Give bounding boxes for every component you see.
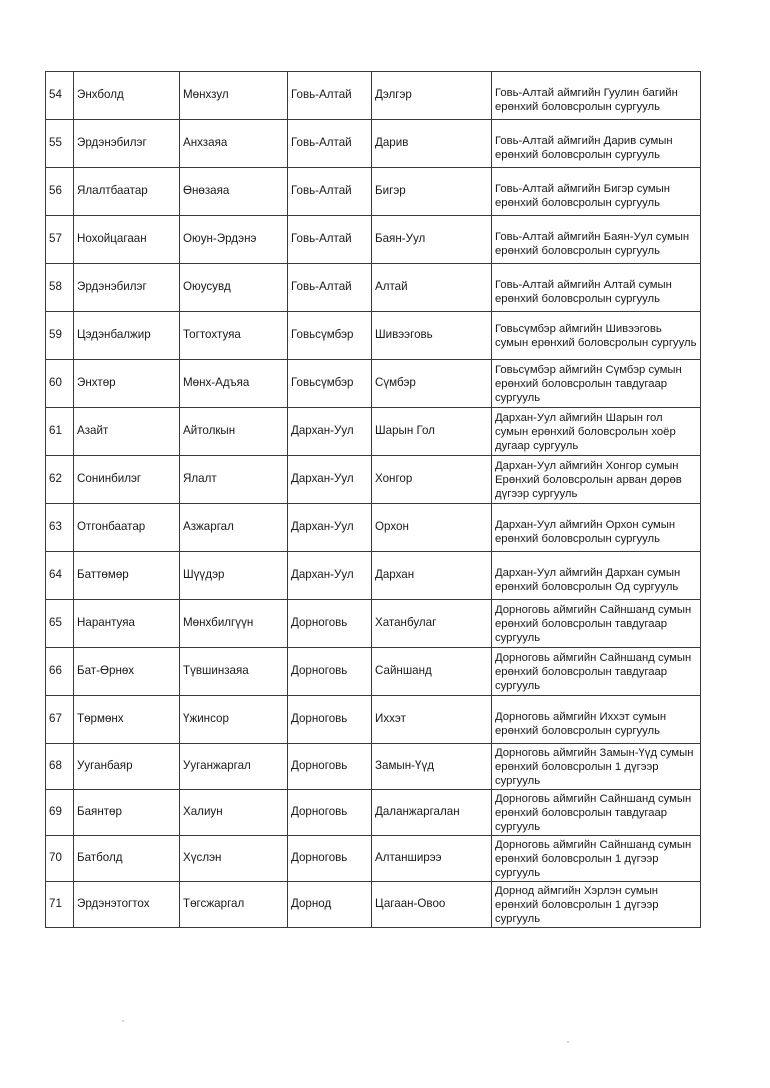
table-row — [46, 836, 701, 882]
aimag-cell: Дорноговь — [288, 600, 372, 648]
sum-cell: Баян-Уул — [372, 216, 492, 264]
sum-cell: Бигэр — [372, 168, 492, 216]
aimag-cell: Дорноговь — [288, 648, 372, 696]
scan-speck — [122, 1020, 124, 1022]
surname-cell: Отгонбаатар — [74, 504, 180, 552]
surname-cell: Энхболд — [74, 72, 180, 120]
given-name-cell: Төгсжаргал — [180, 882, 288, 928]
surname-cell: Төрмөнх — [74, 696, 180, 744]
surname-cell: Бат-Өрнөх — [74, 648, 180, 696]
row-number-cell: 66 — [46, 648, 74, 696]
given-name-cell: Анхзаяа — [180, 120, 288, 168]
row-number-cell: 64 — [46, 552, 74, 600]
table-row — [46, 648, 701, 696]
table-row — [46, 552, 701, 600]
table-row — [46, 216, 701, 264]
row-number-cell: 71 — [46, 882, 74, 928]
school-cell: Говь-Алтай аймгийн Алтай сумын ерөнхий боловсролын сургууль — [492, 264, 701, 312]
row-number-cell: 60 — [46, 360, 74, 408]
table-row — [46, 790, 701, 836]
sum-cell: Дарив — [372, 120, 492, 168]
school-cell: Дорнод аймгийн Хэрлэн сумын ерөнхий боловсролын 1 дүгээр сургууль — [492, 882, 701, 928]
aimag-cell: Говь-Алтай — [288, 120, 372, 168]
sum-cell: Дэлгэр — [372, 72, 492, 120]
sum-cell: Алтай — [372, 264, 492, 312]
given-name-cell: Халиун — [180, 790, 288, 836]
row-number-cell: 65 — [46, 600, 74, 648]
school-cell: Дорноговь аймгийн Сайншанд сумын ерөнхий боловсролын тавдугаар сургууль — [492, 648, 701, 696]
aimag-cell: Дорноговь — [288, 790, 372, 836]
given-name-cell: Оюусувд — [180, 264, 288, 312]
given-name-cell: Мөнх-Адъяа — [180, 360, 288, 408]
aimag-cell: Говь-Алтай — [288, 72, 372, 120]
school-cell: Дорноговь аймгийн Иххэт сумын ерөнхий боловсролын сургууль — [492, 696, 701, 744]
table-row — [46, 168, 701, 216]
sum-cell: Шарын Гол — [372, 408, 492, 456]
given-name-cell: Үжинсор — [180, 696, 288, 744]
given-name-cell: Хүслэн — [180, 836, 288, 882]
table-row — [46, 504, 701, 552]
given-name-cell: Оюун-Эрдэнэ — [180, 216, 288, 264]
aimag-cell: Говь-Алтай — [288, 168, 372, 216]
sum-cell: Алтанширээ — [372, 836, 492, 882]
aimag-cell: Дархан-Уул — [288, 552, 372, 600]
aimag-cell: Дорнод — [288, 882, 372, 928]
school-cell: Дархан-Уул аймгийн Орхон сумын ерөнхий боловсролын сургууль — [492, 504, 701, 552]
school-cell: Дорноговь аймгийн Замын-Үүд сумын ерөнхий боловсролын 1 дүгээр сургууль — [492, 744, 701, 790]
table-body — [46, 72, 701, 928]
row-number-cell: 61 — [46, 408, 74, 456]
surname-cell: Нохойцагаан — [74, 216, 180, 264]
table-row — [46, 600, 701, 648]
table-row — [46, 360, 701, 408]
aimag-cell: Говьсүмбэр — [288, 360, 372, 408]
row-number-cell: 69 — [46, 790, 74, 836]
school-cell: Говь-Алтай аймгийн Гуулин багийн ерөнхий боловсролын сургууль — [492, 72, 701, 120]
surname-cell: Сонинбилэг — [74, 456, 180, 504]
row-number-cell: 63 — [46, 504, 74, 552]
given-name-cell: Ууганжаргал — [180, 744, 288, 790]
sum-cell: Дархан — [372, 552, 492, 600]
sum-cell: Шивээговь — [372, 312, 492, 360]
surname-cell: Эрдэнэтогтох — [74, 882, 180, 928]
row-number-cell: 58 — [46, 264, 74, 312]
row-number-cell: 62 — [46, 456, 74, 504]
table-row — [46, 312, 701, 360]
given-name-cell: Шүүдэр — [180, 552, 288, 600]
school-cell: Дархан-Уул аймгийн Дархан сумын ерөнхий боловсролын Од сургууль — [492, 552, 701, 600]
row-number-cell: 54 — [46, 72, 74, 120]
given-name-cell: Түвшинзаяа — [180, 648, 288, 696]
row-number-cell: 56 — [46, 168, 74, 216]
table-row — [46, 882, 701, 928]
surname-cell: Эрдэнэбилэг — [74, 264, 180, 312]
aimag-cell: Дархан-Уул — [288, 408, 372, 456]
school-cell: Дархан-Уул аймгийн Шарын гол сумын ерөнхий боловсролын хоёр дугаар сургууль — [492, 408, 701, 456]
school-cell: Дорноговь аймгийн Сайншанд сумын ерөнхий боловсролын тавдугаар сургууль — [492, 600, 701, 648]
aimag-cell: Дорноговь — [288, 744, 372, 790]
given-name-cell: Өнөзаяа — [180, 168, 288, 216]
row-number-cell: 70 — [46, 836, 74, 882]
aimag-cell: Говь-Алтай — [288, 264, 372, 312]
school-cell: Дархан-Уул аймгийн Хонгор сумын Ерөнхий боловсролын арван дөрөв дүгээр сургууль — [492, 456, 701, 504]
surname-cell: Эрдэнэбилэг — [74, 120, 180, 168]
school-cell: Дорноговь аймгийн Сайншанд сумын ерөнхий боловсролын тавдугаар сургууль — [492, 790, 701, 836]
given-name-cell: Азжаргал — [180, 504, 288, 552]
surname-cell: Ууганбаяр — [74, 744, 180, 790]
row-number-cell: 68 — [46, 744, 74, 790]
surname-cell: Батболд — [74, 836, 180, 882]
table-row — [46, 456, 701, 504]
sum-cell: Орхон — [372, 504, 492, 552]
sum-cell: Хонгор — [372, 456, 492, 504]
given-name-cell: Мөнхбилгүүн — [180, 600, 288, 648]
sum-cell: Хатанбулаг — [372, 600, 492, 648]
surname-cell: Ялалтбаатар — [74, 168, 180, 216]
row-number-cell: 67 — [46, 696, 74, 744]
school-cell: Говьсүмбэр аймгийн Шивээговь сумын ерөнхий боловсролын сургууль — [492, 312, 701, 360]
sum-cell: Сүмбэр — [372, 360, 492, 408]
row-number-cell: 55 — [46, 120, 74, 168]
aimag-cell: Дархан-Уул — [288, 456, 372, 504]
table-row — [46, 120, 701, 168]
sum-cell: Даланжаргалан — [372, 790, 492, 836]
school-cell: Дорноговь аймгийн Сайншанд сумын ерөнхий боловсролын 1 дүгээр сургууль — [492, 836, 701, 882]
surname-cell: Азайт — [74, 408, 180, 456]
scan-speck — [567, 1041, 569, 1043]
school-cell: Говь-Алтай аймгийн Дарив сумын ерөнхий боловсролын сургууль — [492, 120, 701, 168]
aimag-cell: Дархан-Уул — [288, 504, 372, 552]
aimag-cell: Говь-Алтай — [288, 216, 372, 264]
surname-cell: Нарантуяа — [74, 600, 180, 648]
given-name-cell: Айтолкын — [180, 408, 288, 456]
surname-cell: Цэдэнбалжир — [74, 312, 180, 360]
table-row — [46, 72, 701, 120]
table-row — [46, 744, 701, 790]
row-number-cell: 57 — [46, 216, 74, 264]
surname-cell: Баттөмөр — [74, 552, 180, 600]
given-name-cell: Мөнхзул — [180, 72, 288, 120]
school-cell: Говь-Алтай аймгийн Бигэр сумын ерөнхий боловсролын сургууль — [492, 168, 701, 216]
given-name-cell: Ялалт — [180, 456, 288, 504]
school-cell: Говьсүмбэр аймгийн Сүмбэр сумын ерөнхий боловсролын тавдугаар сургууль — [492, 360, 701, 408]
surname-cell: Баянтөр — [74, 790, 180, 836]
given-name-cell: Тогтохтуяа — [180, 312, 288, 360]
participants-table — [45, 71, 701, 928]
sum-cell: Замын-Үүд — [372, 744, 492, 790]
table-row — [46, 408, 701, 456]
table-row — [46, 696, 701, 744]
school-cell: Говь-Алтай аймгийн Баян-Уул сумын ерөнхий боловсролын сургууль — [492, 216, 701, 264]
row-number-cell: 59 — [46, 312, 74, 360]
aimag-cell: Говьсүмбэр — [288, 312, 372, 360]
sum-cell: Цагаан-Овоо — [372, 882, 492, 928]
surname-cell: Энхтөр — [74, 360, 180, 408]
sum-cell: Иххэт — [372, 696, 492, 744]
aimag-cell: Дорноговь — [288, 696, 372, 744]
table-row — [46, 264, 701, 312]
aimag-cell: Дорноговь — [288, 836, 372, 882]
sum-cell: Сайншанд — [372, 648, 492, 696]
